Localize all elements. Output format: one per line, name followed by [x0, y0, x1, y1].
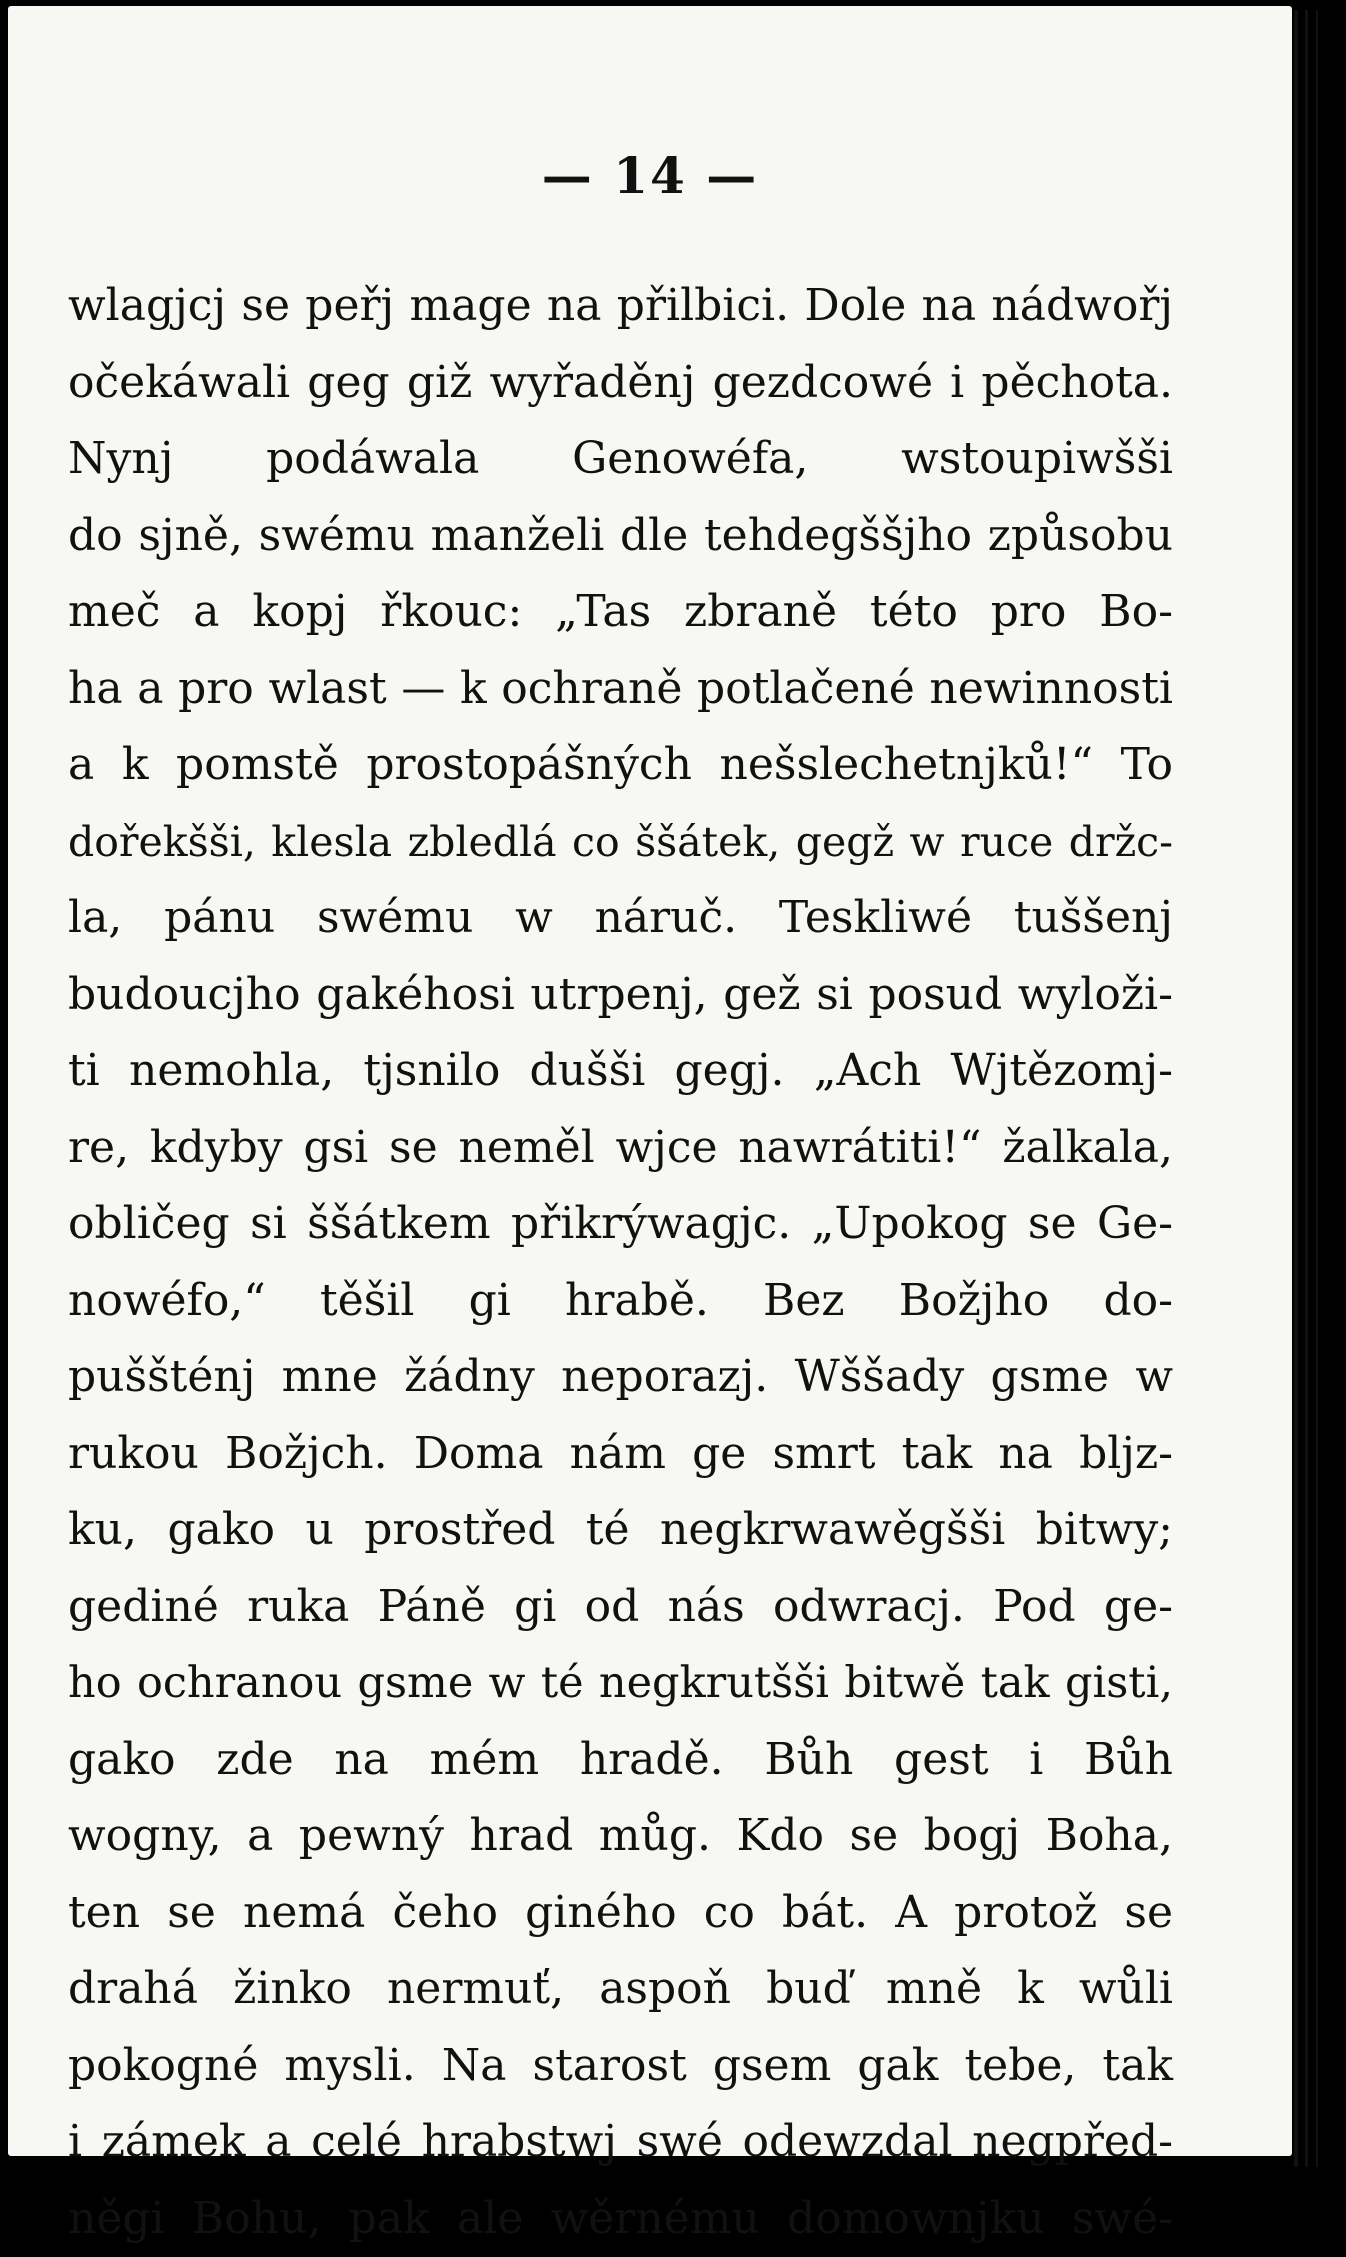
text-line: ha a pro wlast — k ochraně potlačené newinnosti: [68, 651, 1173, 728]
text-line: gako zde na mém hradě. Bůh gest i Bůh: [68, 1722, 1173, 1799]
text-line: re, kdyby gsi se neměl wjce nawrátiti!“ žalkala,: [68, 1110, 1173, 1187]
text-line: la, pánu swému w náruč. Teskliwé tuššenj: [68, 880, 1173, 957]
page-edge-line: [1316, 10, 1318, 2167]
text-line: a k pomstě prostopášných nešslechetnjků!“ To: [68, 727, 1173, 804]
text-line: očekáwali geg giž wyřaděnj gezdcowé i pěchota.: [68, 345, 1173, 422]
text-line: i zámek a celé hrabstwj swé odewzdal negpřed-: [68, 2104, 1173, 2181]
text-line: do sjně, swému manželi dle tehdegššjho způsobu: [68, 498, 1173, 575]
page-edge-line: [1305, 10, 1308, 2167]
text-line: ti nemohla, tjsnilo dušši gegj. „Ach Wjtězomj-: [68, 1033, 1173, 1110]
text-line: něgi Bohu, pak ale wěrnému domownjku swé-: [68, 2181, 1173, 2257]
text-line: ten se nemá čeho giného co bát. A protož se: [68, 1875, 1173, 1952]
text-line: nowéfo,“ těšil gi hrabě. Bez Božjho do-: [68, 1263, 1173, 1340]
page-number-header: — 14 —: [8, 146, 1292, 205]
text-line: wogny, a pewný hrad můg. Kdo se bogj Boha,: [68, 1798, 1173, 1875]
text-line: ku, gako u prostřed té negkrwawěgšši bitwy;: [68, 1492, 1173, 1569]
text-line: gediné ruka Páně gi od nás odwracj. Pod ge-: [68, 1569, 1173, 1646]
text-line: ho ochranou gsme w té negkrutšši bitwě tak gisti,: [68, 1645, 1173, 1722]
text-line: drahá žinko nermuť, aspoň buď mně k wůli: [68, 1951, 1173, 2028]
text-line: Nynj podáwala Genowéfa, wstoupiwšši: [68, 421, 1173, 498]
text-line: budoucjho gakéhosi utrpenj, gež si posud wyloži-: [68, 957, 1173, 1034]
text-line: wlagjcj se peřj mage na přilbici. Dole na nádwořj: [68, 268, 1173, 345]
text-line: pokogné mysli. Na starost gsem gak tebe, tak: [68, 2028, 1173, 2105]
book-page: [8, 6, 1292, 2156]
text-line: puššténj mne žádny neporazj. Wššady gsme w: [68, 1339, 1173, 1416]
text-line: rukou Božjch. Doma nám ge smrt tak na bljz-: [68, 1416, 1173, 1493]
page-edge-line: [1294, 10, 1298, 2167]
text-line: obličeg si ššátkem přikrýwagjc. „Upokog se Ge-: [68, 1186, 1173, 1263]
page-body-text: [68, 268, 1173, 2257]
text-line: meč a kopj řkouc: „Tas zbraně této pro Bo-: [68, 574, 1173, 651]
text-line: dořekšši, klesla zbledlá co ššátek, gegž w ruce držc-: [68, 804, 1173, 881]
